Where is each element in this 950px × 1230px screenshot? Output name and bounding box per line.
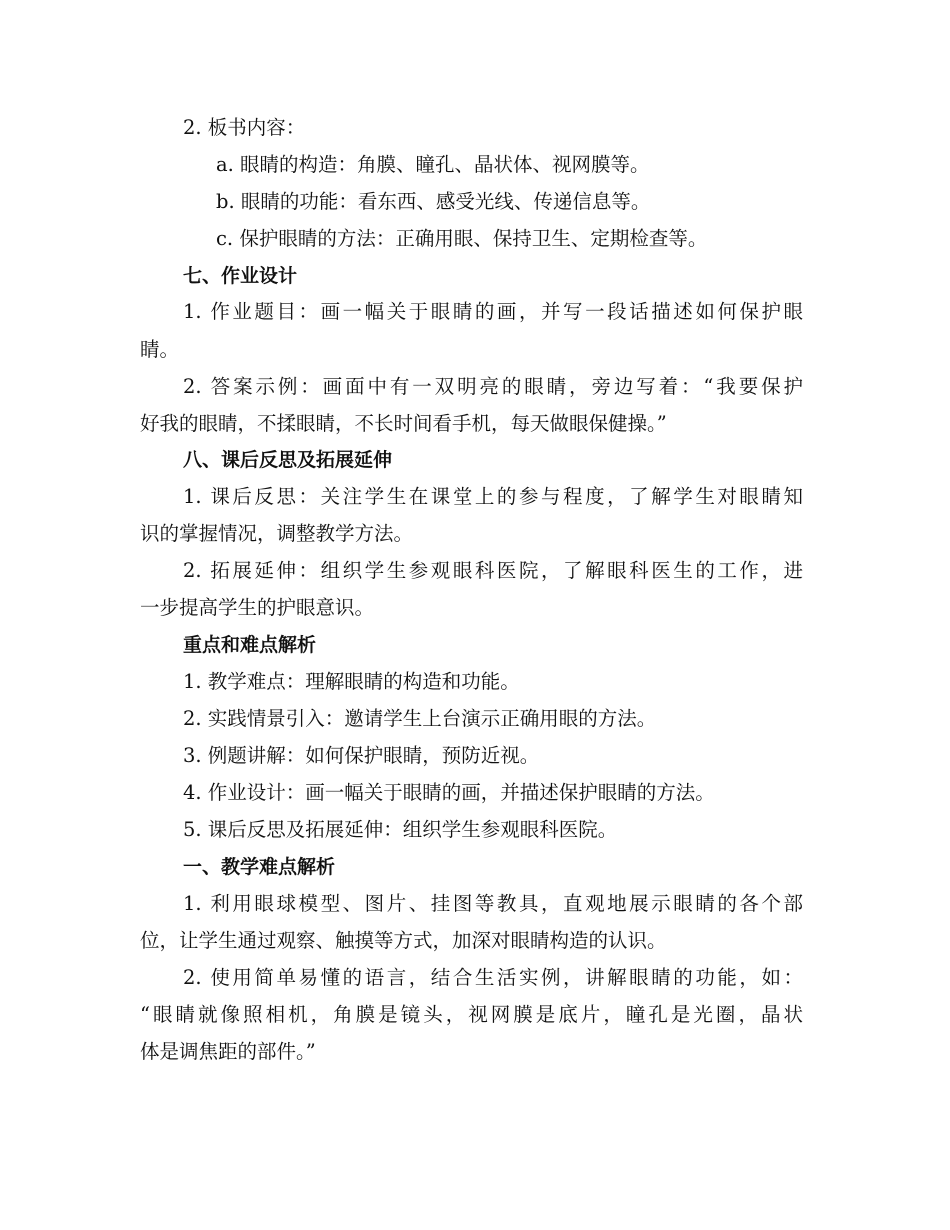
board-item-c: c. 保护眼睛的方法：正确用眼、保持卫生、定期检查等。 [216,227,708,250]
list-item: 1. 教学难点：理解眼睛的构造和功能。 [183,670,520,693]
list-item: 3. 例题讲解：如何保护眼睛，预防近视。 [183,744,540,767]
reflection-item-1-line-1: 1. 课后反思：关注学生在课堂上的参与程度，了解学生对眼睛知 [183,485,803,508]
board-item-b: b. 眼睛的功能：看东西、感受光线、传递信息等。 [216,190,651,213]
difficulty-item-1-line-2: 位，让学生通过观察、触摸等方式，加深对眼睛构造的认识。 [140,929,667,952]
difficulty-item-2-line-2: “眼睛就像照相机，角膜是镜头，视网膜是底片，瞳孔是光圈，晶状 [140,1003,803,1026]
section-heading-reflection: 八、课后反思及拓展延伸 [183,449,393,471]
homework-item-1-line-1: 1. 作业题目：画一幅关于眼睛的画，并写一段话描述如何保护眼 [183,300,803,323]
board-title: 2. 板书内容： [183,116,306,139]
reflection-item-1-line-2: 识的掌握情况，调整教学方法。 [140,522,414,545]
section-heading-homework: 七、作业设计 [183,265,298,287]
difficulty-item-1-line-1: 1. 利用眼球模型、图片、挂图等教具，直观地展示眼睛的各个部 [183,892,803,915]
list-item: 5. 课后反思及拓展延伸：组织学生参观眼科医院。 [183,818,618,841]
difficulty-item-2-line-1: 2. 使用简单易懂的语言，结合生活实例，讲解眼睛的功能，如： [183,966,803,989]
reflection-item-2-line-1: 2. 拓展延伸：组织学生参观眼科医院，了解眼科医生的工作，进 [183,559,803,582]
homework-item-2-line-1: 2. 答案示例：画面中有一双明亮的眼睛，旁边写着：“我要保护 [183,375,803,398]
section-heading-keypoints: 重点和难点解析 [183,634,317,656]
difficulty-item-2-line-3: 体是调焦距的部件。” [140,1040,316,1063]
homework-item-1-line-2: 睛。 [140,338,180,361]
list-item: 4. 作业设计：画一幅关于眼睛的画，并描述保护眼睛的方法。 [183,781,715,804]
reflection-item-2-line-2: 一步提高学生的护眼意识。 [140,596,375,619]
section-heading-difficulty: 一、教学难点解析 [183,856,336,878]
homework-item-2-line-2: 好我的眼睛，不揉眼睛，不长时间看手机，每天做眼保健操。” [140,412,667,435]
board-item-a: a. 眼睛的构造：角膜、瞳孔、晶状体、视网膜等。 [216,153,650,176]
list-item: 2. 实践情景引入：邀请学生上台演示正确用眼的方法。 [183,707,657,730]
